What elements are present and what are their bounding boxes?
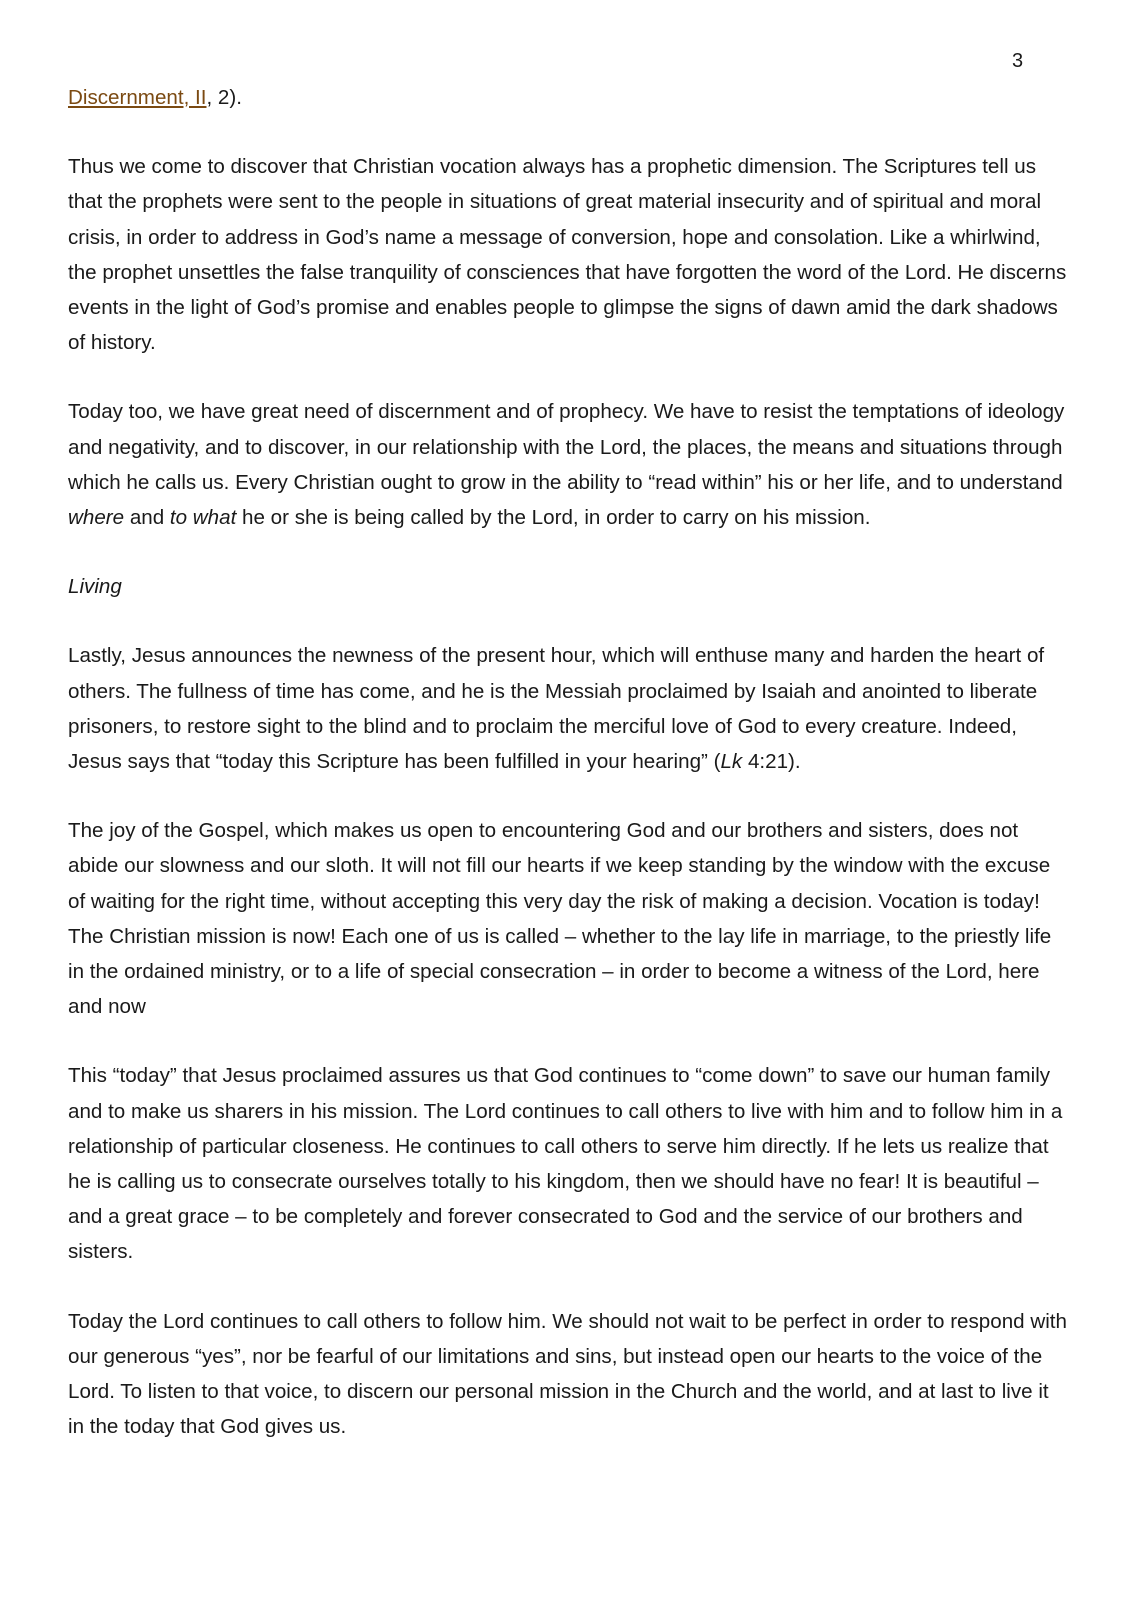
paragraph-discernment-prophecy: Today too, we have great need of discernment and of prophecy. We have to resist the temptations of ideology and negativity, and to discover, in our relationship with the Lord, the places, the means and situations through which he calls us. Every Christian ought to grow in the ability to “read within” his or her life, and to understand where and to what he or she is being called by the Lord, in order to carry on his mission. (68, 400, 1065, 530)
document-body (68, 80, 1068, 1479)
discernment-link[interactable]: Discernment, II (68, 86, 207, 109)
emphasis-to-what: to what (169, 506, 237, 530)
emphasis-where: where (68, 506, 125, 530)
page-number: 3 (1012, 50, 1024, 72)
opening-citation (68, 80, 1068, 115)
paragraph-lord-continues-to-call: Today the Lord continues to call others to follow him. We should not wait to be perfect in order to respond with our generous “yes”, nor be fearful of our limitations and sins, but instead open our hearts to the voice of the Lord. To listen to that voice, to discern our personal mission in the Church and the world, and at last to live it in the today that God gives us. (68, 1309, 1067, 1439)
section-heading-living: Living (68, 575, 122, 599)
paragraph-prophetic-dimension: Thus we come to discover that Christian vocation always has a prophetic dimension. The Scriptures tell us that the prophets were sent to the people in situations of great material insecurity and of spiritual and moral crisis, in order to address in God’s name a message of conversion, hope and consolation. Like a whirlwind, the prophet unsettles the false tranquility of consciences that have forgotten the word of the Lord. He discerns events in the light of God’s promise and enables people to glimpse the signs of dawn amid the dark shadows of history. (68, 155, 1067, 355)
paragraph-joy-of-gospel: The joy of the Gospel, which makes us open to encountering God and our brothers and sisters, does not abide our slowness and our sloth. It will not fill our hearts if we keep standing by the window with the excuse of waiting for the right time, without accepting this very day the risk of making a decision. Vocation is today! The Christian mission is now! Each one of us is called – whether to the lay life in marriage, to the priestly life in the ordained ministry, or to a life of special consecration – in order to become a witness of the Lord, here and now (68, 819, 1052, 1019)
paragraph-newness-present-hour: Lastly, Jesus announces the newness of the present hour, which will enthuse many and harden the heart of others. The fullness of time has come, and he is the Messiah proclaimed by Isaiah and anointed to liberate prisoners, to restore sight to the blind and to proclaim the merciful love of God to every creature. Indeed, Jesus says that “today this Scripture has been fulfilled in your hearing” (Lk 4:21). (68, 644, 1045, 774)
opening-citation-tail: , 2). (206, 86, 242, 109)
paragraph-today-proclaimed: This “today” that Jesus proclaimed assures us that God continues to “come down” to save our human family and to make us sharers in his mission. The Lord continues to call others to live with him and to follow him in a relationship of particular closeness. He continues to call others to serve him directly. If he lets us realize that he is calling us to consecrate ourselves totally to his kingdom, then we should have no fear! It is beautiful – and a great grace – to be completely and forever consecrated to God and the service of our brothers and sisters. (68, 1064, 1063, 1264)
emphasis-lk: Lk (720, 750, 743, 774)
